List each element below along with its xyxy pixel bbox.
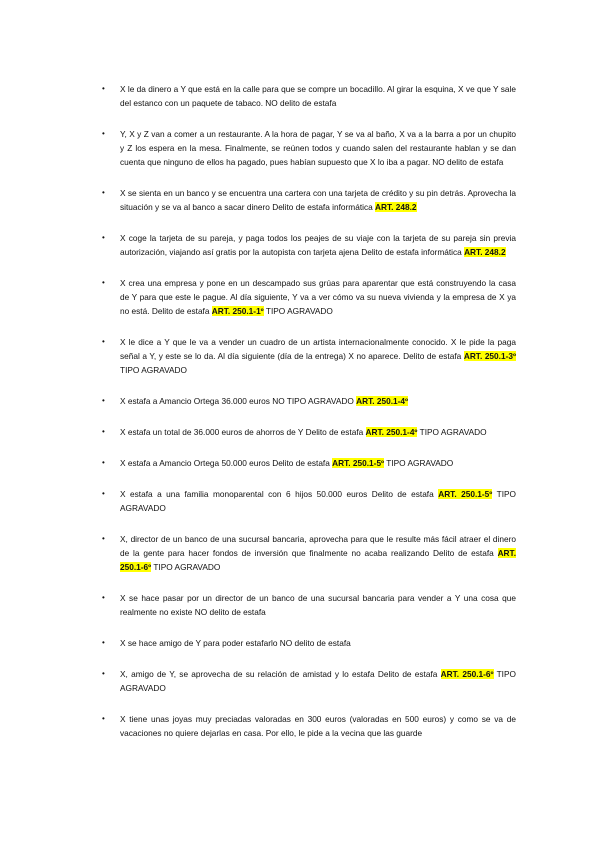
case-item: [102, 591, 516, 619]
case-item: [102, 712, 516, 740]
case-item: [102, 127, 516, 169]
case-item: [102, 636, 516, 650]
article-highlight: ART. 250.1-3º: [463, 351, 516, 361]
case-item: [102, 456, 516, 470]
case-suffix: TIPO AGRAVADO: [384, 458, 454, 468]
bullet-icon: •: [102, 427, 105, 436]
bullet-icon: •: [102, 458, 105, 467]
article-highlight: ART. 250.1-6º: [120, 548, 516, 572]
bullet-icon: •: [102, 714, 105, 723]
bullet-icon: •: [102, 593, 105, 602]
case-suffix: TIPO AGRAVADO: [120, 365, 188, 375]
case-item: [102, 276, 516, 318]
bullet-icon: •: [102, 534, 105, 543]
article-highlight: ART. 250.1-5º: [438, 489, 493, 499]
case-text: X, director de un banco de una sucursal bancaria, aprovecha para que le resulte más fácil atraer el dinero de la gente para hacer fondos de inversión que finalmente no acaba realizando Delito de estafa: [120, 534, 516, 558]
case-text: X se sienta en un banco y se encuentra una cartera con una tarjeta de crédito y su pin detrás. Aprovecha la situación y se va al banco a sacar dinero Delito de estafa informática: [120, 188, 516, 212]
article-highlight: ART. 248.2: [375, 202, 417, 212]
case-text: X estafa a Amancio Ortega 36.000 euros NO TIPO AGRAVADO: [120, 396, 357, 406]
bullet-icon: •: [102, 188, 105, 197]
bullet-icon: •: [102, 129, 105, 138]
article-highlight: ART. 250.1-4º: [365, 427, 418, 437]
case-suffix: TIPO AGRAVADO: [263, 306, 333, 316]
case-item: [102, 487, 516, 515]
article-highlight: ART. 250.1-1º: [211, 306, 264, 316]
bullet-icon: •: [102, 337, 105, 346]
bullet-icon: •: [102, 489, 105, 498]
case-text: X tiene unas joyas muy preciadas valoradas en 300 euros (valoradas en 500 euros) y como se va de vacaciones no quiere dejarlas en casa. Por ello, le pide a la vecina que las guarde: [120, 714, 516, 738]
case-suffix: TIPO AGRAVADO: [120, 669, 516, 693]
bullet-icon: •: [102, 638, 105, 647]
case-text: X, amigo de Y, se aprovecha de su relación de amistad y lo estafa Delito de estafa: [120, 669, 441, 679]
article-highlight: ART. 248.2: [464, 247, 506, 257]
case-text: X estafa a una familia monoparental con 6 hijos 50.000 euros Delito de estafa: [120, 489, 439, 499]
case-list: [102, 82, 516, 757]
case-item: [102, 335, 516, 377]
case-text: X le dice a Y que le va a vender un cuadro de un artista internacionalmente conocido. X le pide la paga señal a Y, y este se lo da. Al día siguiente (día de la entrega) X no aparece. Delito de estafa: [120, 337, 516, 361]
case-item: [102, 532, 516, 574]
bullet-icon: •: [102, 233, 105, 242]
article-highlight: ART. 250.1-6º: [440, 669, 494, 679]
case-item: [102, 425, 516, 439]
case-suffix: TIPO AGRAVADO: [120, 489, 516, 513]
bullet-icon: •: [102, 278, 105, 287]
case-text: X le da dinero a Y que está en la calle para que se compre un bocadillo. Al girar la esquina, X ve que Y sale del estanco con un paquete de tabaco. NO delito de estafa: [120, 84, 516, 108]
case-suffix: TIPO AGRAVADO: [151, 562, 221, 572]
case-item: [102, 231, 516, 259]
bullet-icon: •: [102, 84, 105, 93]
case-item: [102, 667, 516, 695]
case-text: X crea una empresa y pone en un descampado sus grúas para aparentar que está construyendo la casa de Y para que este le pague. Al día siguiente, Y va a ver cómo va su nueva vivienda y la empresa de X ya no está. Delito de estafa: [120, 278, 516, 316]
case-text: X se hace amigo de Y para poder estafarlo NO delito de estafa: [120, 638, 351, 648]
bullet-icon: •: [102, 669, 105, 678]
case-text: X coge la tarjeta de su pareja, y paga todos los peajes de su viaje con la tarjeta de su pareja sin previa autorización, viajando así gratis por la autopista con tarjeta ajena Delito de estafa informática: [120, 233, 516, 257]
case-item: [102, 394, 516, 408]
case-text: X estafa un total de 36.000 euros de ahorros de Y Delito de estafa: [120, 427, 366, 437]
case-text: Y, X y Z van a comer a un restaurante. A la hora de pagar, Y se va al baño, X va a la barra a por un chupito y Z los espera en la mesa. Finalmente, se reúnen todos y cuando salen del restaurante hablan y se dan cuenta que ninguno de ellos ha pagado, pues habían supuesto que X lo iba a pagar. NO delito de estafa: [120, 129, 516, 167]
article-highlight: ART. 250.1-4º: [356, 396, 409, 406]
case-text: X estafa a Amancio Ortega 50.000 euros Delito de estafa: [120, 458, 333, 468]
case-item: [102, 82, 516, 110]
case-item: [102, 186, 516, 214]
case-suffix: TIPO AGRAVADO: [417, 427, 487, 437]
article-highlight: ART. 250.1-5º: [332, 458, 385, 468]
bullet-icon: •: [102, 396, 105, 405]
case-text: X se hace pasar por un director de un banco de una sucursal bancaria para vender a Y una cosa que realmente no existe NO delito de estafa: [120, 593, 516, 617]
